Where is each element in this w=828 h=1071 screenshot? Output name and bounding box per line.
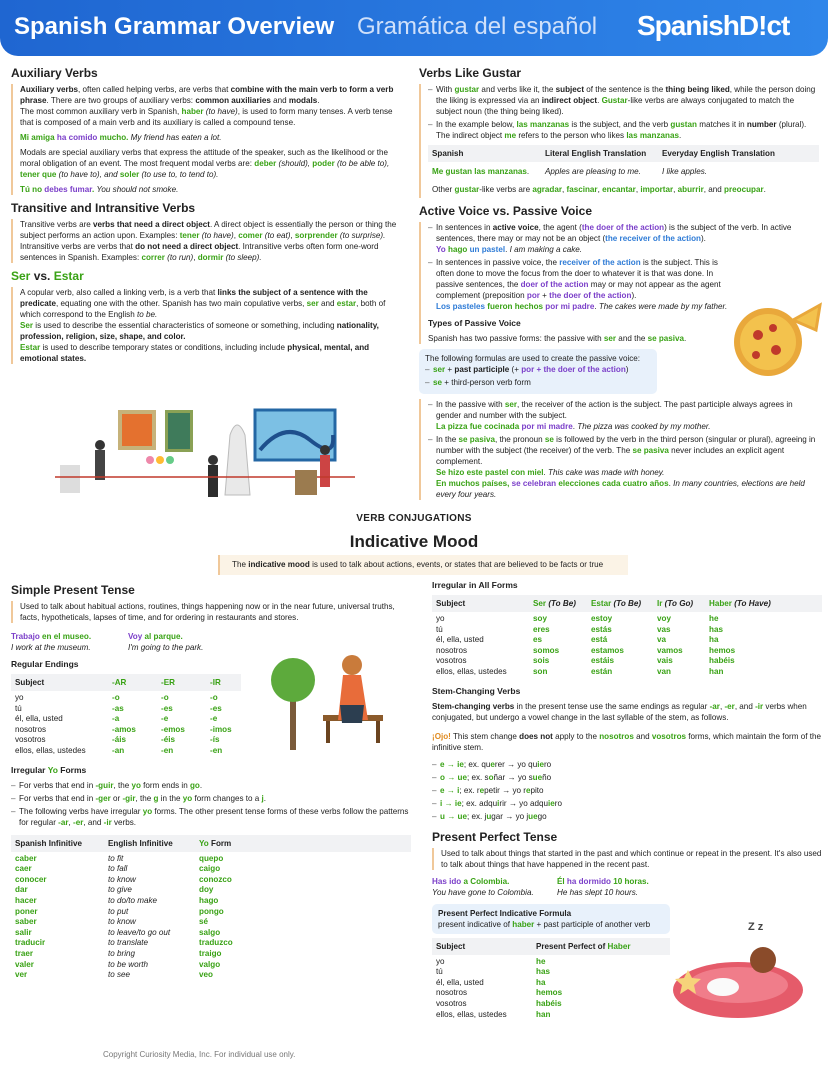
header xyxy=(0,0,828,56)
table-cell: -emos xyxy=(161,724,185,734)
table-row xyxy=(432,667,822,678)
museum-illustration xyxy=(55,405,355,500)
person xyxy=(95,450,105,480)
table-cell: han xyxy=(536,1009,551,1019)
table-row xyxy=(432,646,822,657)
sleeping-illustration xyxy=(668,915,818,1025)
text-part: go xyxy=(537,811,547,821)
bench-leg xyxy=(326,721,330,743)
painting xyxy=(122,414,152,446)
skirt xyxy=(340,705,364,723)
bullet-list xyxy=(428,257,728,312)
pepperoni xyxy=(769,324,777,332)
text-part: ñar → yo s xyxy=(493,772,533,782)
table-cell: -as xyxy=(112,703,124,713)
table-cell: he xyxy=(709,614,719,623)
paragraph: Stem-changing verbs in the present tense use the same endings as regular -ar, -er, and -ir verbs when conjugated, but undergo a vowel change in the last syllable of the stem, as follows. xyxy=(432,701,807,722)
subsection-title: Regular Endings xyxy=(11,659,79,669)
page-subtitle: Gramática del español xyxy=(357,13,598,40)
text-part: e xyxy=(525,785,531,795)
bullet-list xyxy=(428,399,819,500)
table-cell: salgo xyxy=(199,927,221,937)
bench-leg xyxy=(376,721,380,743)
table-cell: vamos xyxy=(657,645,683,655)
table-cell: to give xyxy=(108,885,132,895)
table-cell: va xyxy=(657,635,667,645)
table-cell: -áis xyxy=(112,735,126,745)
table-cell: es xyxy=(533,635,543,645)
example: Mi amiga ha comido mucho. My friend has eaten a lot. xyxy=(20,133,222,142)
list-item: – ser + past participle (+ por + the doer of the action) xyxy=(425,364,651,375)
section-title: Present Perfect Tense xyxy=(432,829,558,844)
table-cell: ha xyxy=(536,977,546,987)
formula-title: Present Perfect Indicative Formula xyxy=(438,908,572,918)
section-body xyxy=(419,399,819,500)
example: Voy al parque. I'm going to the park. xyxy=(128,632,204,652)
example: Él ha dormido 10 horas. He has slept 10 hours. xyxy=(557,876,649,897)
paragraph: A copular verb, also called a linking verb, is a verb that links the subject of a sentence with the predicate, equating one with the other. Spanish has two main copulative verbs, ser and estar, both of which correspond to the English to be. Ser is used to describe the essential characteristics of someone or something, including nationality, profession, religion, size, shape, and color. Estar is used to describe temporary states or conditions, including include physical, mental, and emotional states. xyxy=(20,288,386,363)
text-part: e xyxy=(479,785,485,795)
section-title: Simple Present Tense xyxy=(11,583,135,597)
table-cell: -e xyxy=(161,714,169,724)
table-cell: valgo xyxy=(199,959,221,969)
table-cell: somos xyxy=(533,645,560,655)
table-cell: han xyxy=(709,666,724,676)
table-cell: tú xyxy=(15,703,22,713)
section-body xyxy=(432,848,822,870)
table-row xyxy=(11,938,411,949)
table-cell: -en xyxy=(161,745,174,755)
examples xyxy=(432,876,822,898)
table-cell: caigo xyxy=(199,864,221,874)
text-part: ue xyxy=(528,811,538,821)
section-title: Auxiliary Verbs xyxy=(11,66,98,80)
section-title: Transitive and Intransitive Verbs xyxy=(11,201,196,215)
text-part: e → i xyxy=(440,785,460,795)
table-cell: -en xyxy=(210,745,223,755)
section-body xyxy=(419,84,819,198)
table-cell: dar xyxy=(15,885,28,895)
table-cell: soy xyxy=(533,614,547,623)
table-cell: traer xyxy=(15,948,33,958)
person xyxy=(320,455,330,487)
section-body xyxy=(11,219,401,263)
text-part: ie xyxy=(537,759,544,769)
indicative-mood-title: Indicative Mood xyxy=(349,532,479,551)
table-cell: voy xyxy=(657,614,671,623)
table-cell: traducir xyxy=(15,938,46,948)
table-cell: has xyxy=(536,967,550,977)
subsection-title: Irregular in All Forms xyxy=(432,580,518,590)
paragraph: Spanish has two passive forms: the passive with ser and the se pasiva. xyxy=(428,333,687,343)
zzz-icon: Z z xyxy=(748,921,764,933)
table-header: Subject Present Perfect of Haber xyxy=(432,938,670,955)
table-cell: -es xyxy=(210,703,222,713)
table-header: Subject -AR -ER -IR xyxy=(11,674,241,691)
table-row xyxy=(11,928,411,939)
text-part: ; ex. qu xyxy=(463,759,491,769)
list-item: – The following verbs have irregular yo forms. The other present tense forms of these verbs follow the patterns for regular -ar, -er, and -ir verbs. xyxy=(11,806,411,828)
table-cell: conozco xyxy=(199,874,232,884)
table-row xyxy=(432,625,822,636)
table-cell: traigo xyxy=(199,948,222,958)
table-cell: él, ella, usted xyxy=(436,977,484,987)
table-cell: hago xyxy=(199,895,219,905)
table-cell: -amos xyxy=(112,724,136,734)
tree xyxy=(271,658,315,702)
paragraph: Other gustar-like verbs are agradar, fascinar, encantar, importar, aburrir, and preocupar. xyxy=(432,184,766,194)
table-cell: nosotros xyxy=(15,724,47,734)
table-cell: to put xyxy=(108,906,129,916)
text-part: ño xyxy=(542,772,552,782)
list-item: – With gustar and verbs like it, the subject of the sentence is the thing being liked, while the person doing the liking is expressed via an indirect object. Gustar-like verbs are always conjugated to match the subject noun (the thing being liked). xyxy=(428,84,819,117)
table-cell: vas xyxy=(657,624,671,634)
formula-intro: The following formulas are used to create the passive voice: xyxy=(425,353,641,363)
table-cell: tú xyxy=(436,967,443,977)
section-body xyxy=(11,84,401,195)
table-cell: están xyxy=(591,666,613,676)
table-row xyxy=(432,656,822,667)
table-cell: estáis xyxy=(591,656,614,666)
table-cell: to be worth xyxy=(108,959,149,969)
stem-change-list xyxy=(432,759,822,822)
list-item xyxy=(432,772,822,783)
example: Tú no debes fumar. You should not smoke. xyxy=(20,185,179,194)
pepperoni xyxy=(752,351,760,359)
page-title: Spanish Grammar Overview xyxy=(14,13,335,40)
table-row xyxy=(11,875,411,886)
table-cell: -e xyxy=(210,714,218,724)
table-cell: traduzco xyxy=(199,938,233,948)
text-part: u xyxy=(486,811,492,821)
formula-box xyxy=(419,349,657,394)
text-part: i xyxy=(497,798,500,808)
irregular-all-table xyxy=(432,614,822,678)
verb-conjugations-label: VERB CONJUGATIONS xyxy=(356,513,472,524)
table-cell: sois xyxy=(533,656,550,666)
section-body xyxy=(11,601,411,623)
text-part: ro xyxy=(554,798,562,808)
copyright-footer: Copyright Curiosity Media, Inc. For individual use only. xyxy=(103,1050,296,1059)
table-cell: to do/to make xyxy=(108,895,158,905)
text-part: o xyxy=(488,772,494,782)
text-part: e → ie xyxy=(440,759,464,769)
table-cell: -o xyxy=(161,693,169,702)
table-cell: vosotros xyxy=(436,656,467,666)
table-cell: -ís xyxy=(210,735,220,745)
table-cell: hemos xyxy=(536,988,563,998)
paragraph: Auxiliary verbs, often called helping verbs, are verbs that combine with the main verb to form a verb phrase. There are two groups of auxiliary verbs: common auxiliaries and modals. The most common auxiliary verb in Spanish, haber (to have), is used to form many tenses. A verb tense that is composed of a main verb and its auxiliary is called a compound tense. xyxy=(20,85,394,127)
table-row xyxy=(11,949,411,960)
list-item xyxy=(432,759,822,770)
text-part: ue xyxy=(532,772,543,782)
table-cell: saber xyxy=(15,917,37,927)
table-cell: -a xyxy=(112,714,120,724)
text-part: pito xyxy=(530,785,544,795)
irregular-yo-table xyxy=(11,854,411,981)
table-cell: poner xyxy=(15,906,38,916)
table-row xyxy=(11,960,411,971)
table-cell: doy xyxy=(199,885,214,895)
child xyxy=(166,456,174,464)
pedestal xyxy=(60,465,80,493)
pizza-illustration xyxy=(728,300,823,380)
vase-pedestal xyxy=(295,470,317,495)
table-cell: to know xyxy=(108,874,136,884)
section-title: Active Voice vs. Passive Voice xyxy=(419,203,592,218)
table-cell: has xyxy=(709,624,723,634)
table-cell: vais xyxy=(657,656,673,666)
table-cell: he xyxy=(536,956,546,966)
pepperoni xyxy=(771,345,781,355)
table-row xyxy=(11,907,411,918)
text-part: u → ue xyxy=(440,811,467,821)
text-part: i → ie xyxy=(440,798,462,808)
pepperoni xyxy=(753,330,763,340)
list-item xyxy=(432,785,822,796)
text-part: ro xyxy=(543,759,552,769)
formula-list xyxy=(425,364,651,388)
table-cell: nosotros xyxy=(436,645,468,655)
woman-head xyxy=(342,655,362,675)
table-cell: ellos, ellas, ustedes xyxy=(436,1009,507,1019)
example: Trabajo en el museo. I work at the museum. xyxy=(11,632,92,652)
table-cell: hacer xyxy=(15,895,37,905)
table-cell: -es xyxy=(161,703,173,713)
text-part: o → ue xyxy=(440,772,467,782)
text-part: ; ex. adqu xyxy=(461,798,498,808)
subsection-title: Stem-Changing Verbs xyxy=(432,685,521,696)
person xyxy=(320,445,330,455)
text-part: gar → yo j xyxy=(491,811,529,821)
table-row xyxy=(11,917,411,928)
table-row xyxy=(11,885,411,896)
example: Has ido a Colombia. You have gone to Colombia. xyxy=(432,876,534,897)
pizza-cheese xyxy=(740,314,796,370)
list-item xyxy=(432,811,822,822)
table-row xyxy=(11,896,411,907)
table-cell: estás xyxy=(591,624,612,634)
table-cell: to leave/to go out xyxy=(108,927,171,937)
table-cell: to bring xyxy=(108,948,135,958)
table-cell: conocer xyxy=(15,874,47,884)
text-part: rer → yo qu xyxy=(494,759,538,769)
table-cell: sé xyxy=(199,917,209,927)
paragraph: Used to talk about things that started in the past and which continue or repeat in the present. It's also used to talk about things that have happened in the recent past. xyxy=(441,848,822,869)
list-item: – In sentences in active voice, the agent (the doer of the action) is the subject of the verb. In active sentences, there may or may not be an object (the receiver of the action). Yo hago un pastel. I am making a cake. xyxy=(428,222,819,255)
table-cell: to fit xyxy=(108,853,124,863)
table-cell: vosotros xyxy=(15,735,46,745)
table-cell: pongo xyxy=(199,906,224,916)
table-cell: habéis xyxy=(536,998,562,1008)
table-cell: estoy xyxy=(591,614,613,623)
text-part: ; ex. s xyxy=(466,772,489,782)
table-cell: -éis xyxy=(161,735,175,745)
auxiliary-verbs-section xyxy=(11,68,401,195)
text-part: rir → yo adqu xyxy=(499,798,548,808)
table-cell: to know xyxy=(108,917,136,927)
paragraph: ¡Ojo! This stem change does not apply to the nosotros and vosotros forms, which maintain the form of the infinitive stem. xyxy=(432,731,821,752)
person xyxy=(95,440,105,450)
sleeper-head xyxy=(750,947,776,973)
table-cell: quepo xyxy=(199,853,224,863)
table-cell: veo xyxy=(199,970,213,980)
ser-estar-section xyxy=(11,271,401,364)
right-top-column xyxy=(419,68,819,508)
child xyxy=(156,456,164,464)
text-part: e xyxy=(490,759,495,769)
transitive-section xyxy=(11,203,401,263)
table-row: Me gustan las manzanas. Apples are pleasing to me. I like apples. xyxy=(432,167,707,176)
bullet-list xyxy=(11,780,411,828)
table-cell: tú xyxy=(436,624,443,634)
table-row xyxy=(11,864,411,875)
table-cell: -an xyxy=(112,745,125,755)
paragraph: Used to talk about habitual actions, routines, things happening now or in the near future, universal truths, facts, hypotheticals, lapses of time, and for ordering in restaurants and stores. xyxy=(20,602,395,622)
table-cell: yo xyxy=(15,693,24,702)
table-header: Subject Ser (To Be) Estar (To Be) Ir (To Go) Haber (To Have) xyxy=(432,595,822,612)
table-cell: ha xyxy=(709,635,719,645)
bullet-list xyxy=(428,222,819,255)
table-cell: salir xyxy=(15,927,32,937)
indicative-intro: The indicative mood is used to talk about actions, events, or states that are believed to be facts or true xyxy=(218,555,628,575)
table-cell: él, ella, usted xyxy=(436,635,484,645)
section-body xyxy=(11,287,401,364)
painting xyxy=(168,413,190,449)
table-cell: -o xyxy=(112,693,120,702)
table-cell: valer xyxy=(15,959,34,969)
table-row xyxy=(11,854,411,865)
table-cell: yo xyxy=(436,614,445,623)
section-title: Ser vs. Estar xyxy=(11,269,84,283)
bullet-list xyxy=(428,84,819,141)
table-row xyxy=(11,970,411,981)
statue xyxy=(225,425,250,495)
table-cell: vosotros xyxy=(436,998,467,1008)
cat xyxy=(707,978,739,996)
table-header: Spanish Literal English Translation Everyday English Translation xyxy=(428,145,819,162)
table-cell: nosotros xyxy=(436,988,468,998)
table-row xyxy=(432,614,822,625)
text-part: ie xyxy=(548,798,555,808)
table-cell: yo xyxy=(436,956,445,966)
list-item: – In the passive with ser, the receiver of the action is the subject. The past participle always agrees in gender and number with the subject. La pizza fue cocinada por mi madre. The pizza was cooked by my mother. xyxy=(428,399,819,432)
table-cell: son xyxy=(533,666,548,676)
table-cell: él, ella, usted xyxy=(15,714,63,724)
table-cell: -o xyxy=(210,693,218,702)
table-cell: van xyxy=(657,666,671,676)
person xyxy=(208,455,218,465)
table-cell: ellos, ellas, ustedes xyxy=(436,666,507,676)
table-cell: ellos, ellas, ustedes xyxy=(15,745,86,755)
paragraph: Transitive verbs are verbs that need a direct object. A direct object is essentially the person or thing the subject performs an action upon. Examples: tener (to have), comer (to eat), sorprender (to surprise). Intransitive verbs are verbs that do not need a direct object. Intransitive verbs often form one-word sentences in Spanish. Examples: correr (to run), dormir (to sleep). xyxy=(20,220,397,262)
table-cell: ver xyxy=(15,970,28,980)
table-cell: eres xyxy=(533,624,550,634)
list-item xyxy=(432,798,822,809)
table-cell: caer xyxy=(15,864,32,874)
list-item: – In the example below, las manzanas is the subject, and the verb gustan matches it in number (plural). The indirect object me refers to the person who likes las manzanas. xyxy=(428,119,819,141)
table-row xyxy=(432,635,822,646)
subsection-title: Irregular Yo Forms xyxy=(11,764,87,775)
gustar-section xyxy=(419,68,819,198)
table-cell: está xyxy=(591,635,608,645)
subsection-title: Types of Passive Voice xyxy=(428,317,521,328)
table-cell: hemos xyxy=(709,645,736,655)
list-item: – In sentences in passive voice, the receiver of the action is the subject. This is often done to move the focus from the doer to whatever it is that was done. In passive sentences, the doer of the action may or may not appear as the agent complement (preposition por + the doer of the action). Los pasteles fueron hechos por mi padre. The cakes were made by my father. xyxy=(428,257,728,312)
child xyxy=(146,456,154,464)
paragraph: Modals are special auxiliary verbs that express the attitude of the speaker, such as the likelihood or the moral obligation of an event. The most frequent modal verbs are: deber (should), poder (to be able to), tener que (to have to), and soler (to use to, to tend to). xyxy=(20,148,390,179)
person xyxy=(208,465,218,497)
list-item: – For verbs that end in -ger or -gir, the g in the yo form changes to a j. xyxy=(11,793,411,804)
left-top-column xyxy=(11,68,401,372)
formula-box: Present Perfect Indicative Formula present indicative of haber + past participle of another verb xyxy=(432,904,670,934)
text-part: petir → yo r xyxy=(484,785,526,795)
list-item: – In the se pasiva, the pronoun se is followed by the verb in the third person (singular or plural), agreeing in number with the subject (the receiver) of the verb. The se pasiva never includes an explicit agent complement. Se hizo este pastel con miel. This cake was made with honey. En muchos países, se celebran elecciones cada cuatro años. In many countries, elections are held every four years. xyxy=(428,434,819,500)
table-cell: estamos xyxy=(591,645,624,655)
text-part: ; ex. j xyxy=(466,811,487,821)
text-part: ; ex. r xyxy=(459,785,480,795)
park-illustration xyxy=(268,645,398,755)
tree-trunk xyxy=(290,695,296,750)
table-cell: caber xyxy=(15,853,37,863)
list-item: – se + third-person verb form xyxy=(425,377,651,388)
table-cell: to fall xyxy=(108,864,128,874)
table-header: Spanish Infinitive English Infinitive Yo Form xyxy=(11,835,411,852)
table-cell: -imos xyxy=(210,724,232,734)
table-cell: habéis xyxy=(709,656,735,666)
section-title: Verbs Like Gustar xyxy=(419,66,522,80)
logo[interactable]: SpanishD!ct xyxy=(637,10,790,41)
list-item: – For verbs that end in -guir, the yo form ends in go. xyxy=(11,780,411,791)
table-cell: to translate xyxy=(108,938,149,948)
table-cell: to see xyxy=(108,970,131,980)
